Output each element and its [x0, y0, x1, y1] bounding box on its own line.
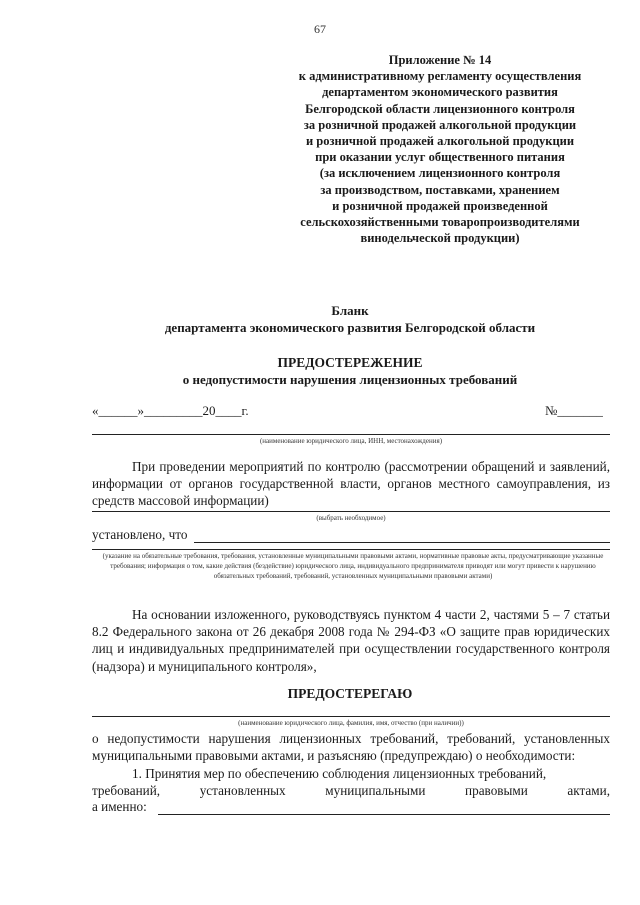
requirements-caption: (указание на обязательные требования, требования, установленные муниципальными правовыми актами, нормативные правовые акты, предусматривающие указанные требования; информация о том, какие действия (бездействие) юридического лица, индивидуального предпринимателя приводят или могут привести к нарушению обязательных требований, требований, установленных муниципальными правовыми актами) [102, 552, 604, 580]
paragraph-control: При проведении мероприятий по контролю (рассмотрении обращений и заявлений, информации от органов государственной власти, органов местного самоуправления, из средств массовой информации) [92, 459, 610, 509]
date-field: «______»_________20____г. [92, 403, 249, 418]
appendix-line: винодельческой продукции) [360, 231, 520, 246]
appendix-line: сельскохозяйственными товаропроизводителями [300, 215, 580, 230]
item-1-line [158, 814, 610, 815]
established-line [194, 542, 610, 543]
page-number: 67 [314, 22, 326, 36]
number-field: №_______ [545, 403, 603, 418]
blank-label: Бланк [331, 303, 369, 318]
choose-line [92, 511, 610, 512]
appendix-line: за производством, поставками, хранением [320, 182, 560, 197]
item-1-line-2: требований, установленных муниципальными правовыми актами, [92, 783, 610, 798]
appendix-line: к административному регламенту осуществления [298, 69, 582, 84]
entity-caption: (наименование юридического лица, ИНН, местонахождения) [259, 437, 443, 445]
appendix-line: за розничной продажей алкогольной продукции [303, 117, 577, 132]
document-subtitle: о недопустимости нарушения лицензионных требований [182, 372, 518, 387]
person-caption: (наименование юридического лица, фамилия, имя, отчество (при наличии)) [238, 719, 464, 727]
item-1-label: а именно: [92, 799, 147, 814]
warn-heading: ПРЕДОСТЕРЕГАЮ [287, 686, 413, 701]
established-line-2 [92, 549, 610, 550]
appendix-line: Приложение № 14 [388, 53, 492, 67]
entity-line [92, 434, 610, 435]
document-title: ПРЕДОСТЕРЕЖЕНИЕ [277, 355, 423, 370]
appendix-line: департаментом экономического развития [322, 85, 558, 100]
paragraph-warning: о недопустимости нарушения лицензионных требований, требований, установленных муниципальными правовыми актами, и разъясняю (предупреждаю) о необходимости: [92, 731, 610, 764]
appendix-line: при оказании услуг общественного питания [315, 150, 565, 165]
appendix-line: и розничной продажей произведенной [332, 198, 548, 213]
item-1-line-1: 1. Принятия мер по обеспечению соблюдения лицензионных требований, [132, 766, 547, 781]
choose-caption: (выбрать необходимое) [316, 514, 386, 522]
appendix-header [250, 52, 630, 246]
appendix-line: Белгородской области лицензионного контроля [305, 101, 575, 116]
paragraph-basis: На основании изложенного, руководствуясь пунктом 4 части 2, частями 5 – 7 статьи 8.2 Федерального закона от 26 декабря 2008 года № 294-ФЗ «О защите прав юридических лиц и индивидуальных предпринимателей при осуществлении государственного контроля (надзора) и муниципального контроля», [92, 607, 610, 674]
appendix-line: и розничной продажей алкогольной продукции [305, 134, 575, 149]
appendix-line: (за исключением лицензионного контроля [319, 166, 561, 181]
department-name: департамента экономического развития Белгородской области [164, 320, 536, 335]
established-label: установлено, что [92, 527, 188, 542]
person-line [92, 716, 610, 717]
